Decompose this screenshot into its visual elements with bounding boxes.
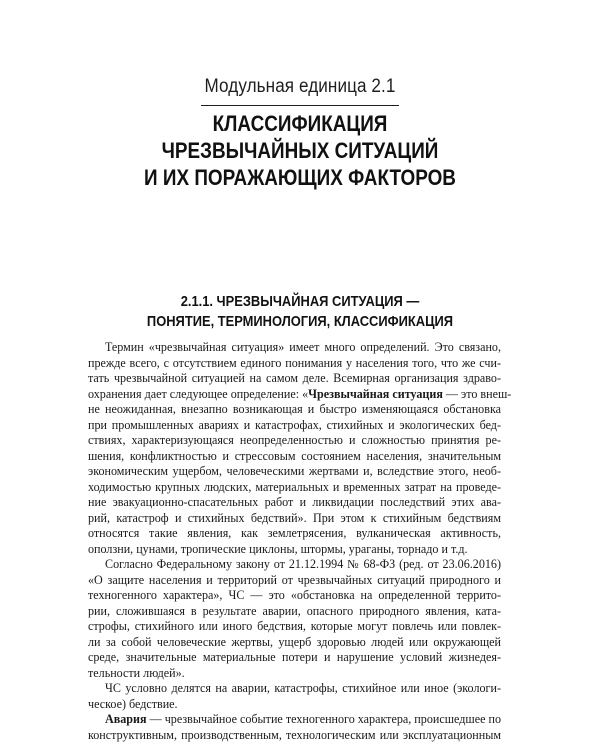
chapter-title-line: И ИХ ПОРАЖАЮЩИХ ФАКТОРОВ <box>144 165 456 190</box>
title-rule <box>201 105 399 106</box>
text-line: оползни, цунами, тропические циклоны, штормы, ураганы, торнадо и т.д. <box>88 541 468 556</box>
text-line: экономическим ущербом, человеческими жертвами и, вследствие этого, необ- <box>88 464 501 478</box>
text-line: строфы, стихийного или иного бедствия, которые могут повлечь или повлек- <box>88 619 501 633</box>
text-line: ли за собой человеческие жертвы, ущерб здоровью людей или окружающей <box>88 634 501 649</box>
text-line: «О защите населения и территорий от чрезвычайных ситуаций природного и <box>88 572 501 587</box>
text-line: Согласно Федеральному закону от 21.12.1994 № 68-ФЗ (ред. от 23.06.2016) <box>105 557 501 571</box>
text-line: охранения дает следующее определение: «Чрезвычайная ситуация — это внеш- <box>88 386 512 401</box>
text-line: при промышленных авариях и катастрофах, стихийных и экологических бед- <box>88 417 501 432</box>
term-emergency: Чрезвычайная ситуация <box>308 386 443 401</box>
text-line: шения, конфликтностью и стрессовым состоянием населения, значительным <box>88 448 501 463</box>
term-accident: Авария <box>105 712 147 726</box>
text-line: не неожиданная, внезапно возникающая и быстро изменяющаяся обстановка <box>88 402 501 416</box>
section-heading <box>42 292 558 332</box>
text-line: прежде всего, с отсутствием единого понимания у населения того, что же счи- <box>88 355 501 370</box>
text-line: тельности людей». <box>88 665 185 680</box>
section-heading-line: 2.1.1. ЧРЕЗВЫЧАЙНАЯ СИТУАЦИЯ — <box>180 293 420 310</box>
text-line: конструктивным, производственным, технологическим или эксплуатационным <box>88 727 501 742</box>
text-line: рий, катастроф и стихийных бедствий». При этом к стихийным бедствиям <box>88 510 501 525</box>
chapter-title-line: КЛАССИФИКАЦИЯ <box>212 111 388 136</box>
module-label: Модульная единица 2.1 <box>204 76 396 97</box>
text-line: техногенного характера», ЧС — это «обстановка на определенной террито- <box>88 588 501 602</box>
chapter-title-line: ЧРЕЗВЫЧАЙНЫХ СИТУАЦИЙ <box>161 138 439 163</box>
text-line: Авария — чрезвычайное событие техногенного характера, происшедшее по <box>105 712 501 726</box>
section-heading-line: ПОНЯТИЕ, ТЕРМИНОЛОГИЯ, КЛАССИФИКАЦИЯ <box>146 313 454 330</box>
text-line: относятся такие явления, как землетрясения, вулканическая активность, <box>88 526 501 540</box>
chapter-title <box>48 110 552 191</box>
text-line: ние эвакуационно-спасательных работ и ликвидации последствий этих ава- <box>88 495 501 509</box>
text-line: ходимостью крупных людских, материальных и временных затрат на проведе- <box>88 479 501 494</box>
body-text <box>88 340 512 743</box>
text-line: среде, значительные материальные потери и нарушение условий жизнедея- <box>88 650 501 664</box>
text-line: ствиях, характеризующаяся неопределенностью и сложностью принятия ре- <box>88 433 501 447</box>
text-line: рии, сложившаяся в результате аварии, опасного природного явления, ката- <box>88 603 501 618</box>
text-line: ЧС условно делятся на аварии, катастрофы, стихийное или иное (экологи- <box>105 681 501 695</box>
text-line: Термин «чрезвычайная ситуация» имеет много определений. Это связано, <box>105 340 501 354</box>
text-line: тать чрезвычайной ситуацией на самом деле. Всемирная организация здраво- <box>88 371 501 385</box>
text-line: ческое) бедствие. <box>88 696 178 711</box>
